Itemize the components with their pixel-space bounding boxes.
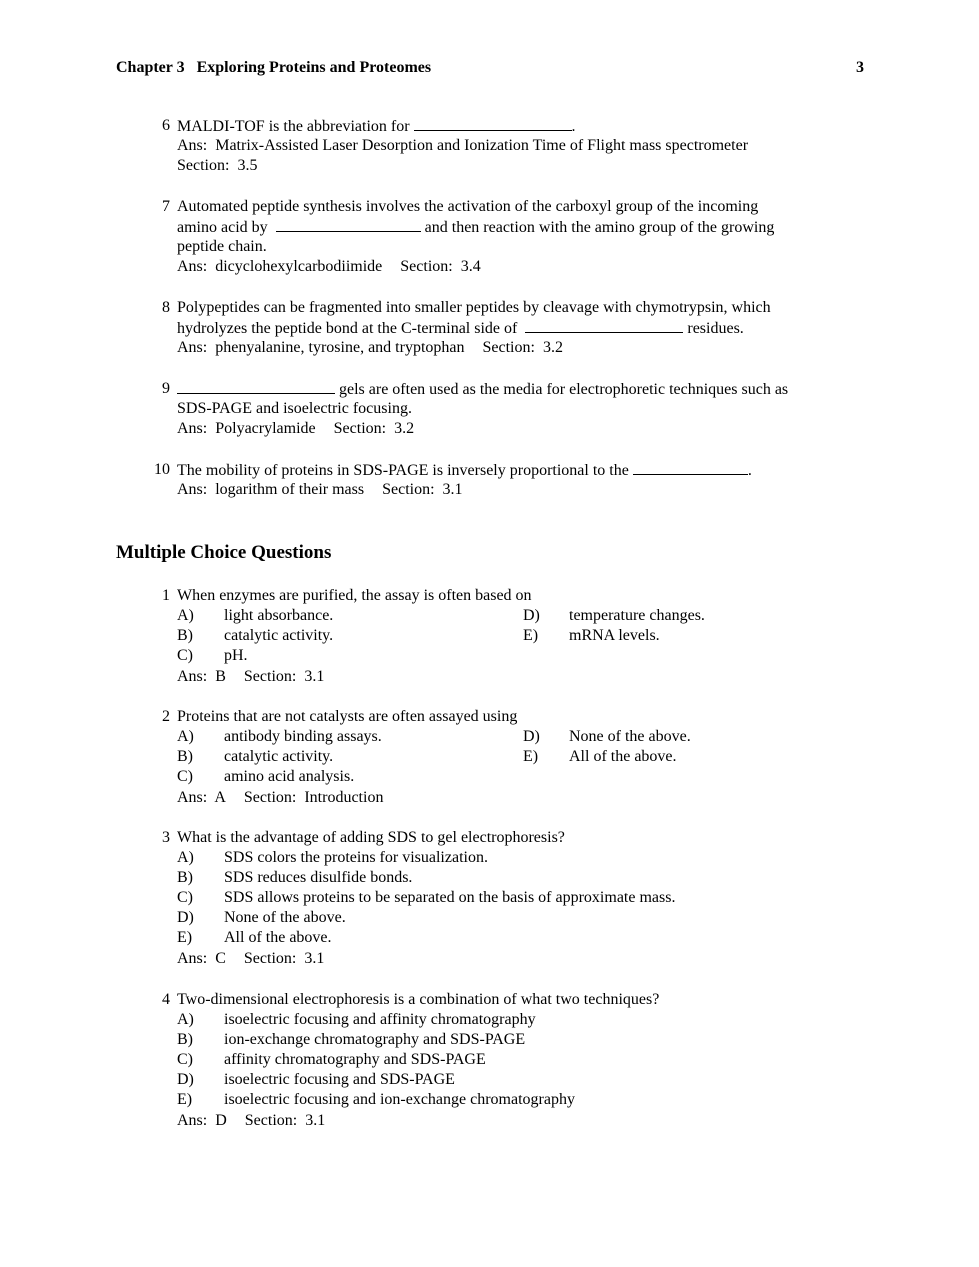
answer-text: Ans: A — [177, 789, 226, 806]
option-letter: E) — [523, 748, 539, 765]
question-text: peptide chain. — [177, 238, 267, 255]
option-text: SDS allows proteins to be separated on the basis of approximate mass. — [224, 889, 676, 906]
section-ref: Section: 3.1 — [243, 668, 325, 685]
option-row — [177, 1010, 840, 1030]
answer-text: Ans: B — [177, 668, 226, 685]
question-number: 6 — [162, 117, 170, 134]
section-ref: Section: 3.5 — [177, 157, 258, 174]
question-number: 3 — [162, 829, 170, 846]
question-number: 1 — [162, 587, 170, 604]
option-letter: C) — [177, 889, 193, 906]
question-text-end: . — [747, 462, 752, 479]
option-letter: B) — [177, 627, 193, 644]
option-text: SDS reduces disulfide bonds. — [224, 869, 413, 886]
option-letter: B) — [177, 1031, 193, 1048]
option-row — [177, 888, 840, 908]
answer-text: Ans: Polyacrylamide — [177, 420, 316, 437]
option-row — [177, 646, 840, 666]
option-text: catalytic activity. — [224, 627, 334, 644]
option-text: light absorbance. — [224, 607, 334, 624]
section-ref: Section: 3.2 — [482, 339, 563, 356]
option-letter: E) — [177, 929, 193, 946]
question-text: Polypeptides can be fragmented into smaller peptides by cleavage with chymotrypsin, which — [177, 299, 771, 316]
question-number: 7 — [162, 198, 170, 215]
answer-text: Ans: D — [177, 1112, 227, 1129]
option-text: catalytic activity. — [224, 748, 334, 765]
question-text: The mobility of proteins in SDS-PAGE is inversely proportional to the — [177, 462, 629, 479]
answer-text: Ans: dicyclohexylcarbodiimide — [177, 258, 383, 275]
answer-text: Ans: C — [177, 950, 226, 967]
question-text: SDS-PAGE and isoelectric focusing. — [177, 400, 412, 417]
page-number: 3 — [856, 59, 864, 76]
option-row — [177, 1050, 840, 1070]
answer-text: Ans: logarithm of their mass — [177, 481, 365, 498]
answer-blank — [276, 217, 421, 232]
option-text: isoelectric focusing and affinity chromatography — [224, 1011, 536, 1028]
option-letter: E) — [177, 1091, 193, 1108]
option-row — [177, 1030, 840, 1050]
option-letter: D) — [523, 607, 540, 624]
option-row — [177, 747, 840, 767]
option-text: All of the above. — [224, 929, 332, 946]
option-row — [177, 868, 840, 888]
option-letter: B) — [177, 748, 193, 765]
question-text: gels are often used as the media for electrophoretic techniques such as — [339, 381, 789, 398]
section-ref: Section: 3.2 — [333, 420, 415, 437]
option-text: temperature changes. — [569, 607, 705, 624]
answer-blank — [414, 116, 572, 131]
option-row — [177, 1090, 840, 1110]
option-text: affinity chromatography and SDS-PAGE — [224, 1051, 486, 1068]
question-text: What is the advantage of adding SDS to gel electrophoresis? — [177, 829, 565, 846]
section-ref: Section: 3.1 — [382, 481, 463, 498]
answer-text: Ans: Matrix-Assisted Laser Desorption and Ionization Time of Flight mass spectrometer — [177, 137, 749, 154]
option-letter: D) — [177, 909, 194, 926]
option-row — [177, 1070, 840, 1090]
question-text: residues. — [687, 320, 744, 337]
question-number: 10 — [154, 461, 170, 478]
option-text: mRNA levels. — [569, 627, 660, 644]
answer-blank — [525, 318, 683, 333]
question-text: amino acid by — [177, 219, 268, 236]
option-row — [177, 848, 840, 868]
option-row — [177, 727, 840, 747]
option-text: pH. — [224, 647, 248, 664]
chapter-title: Chapter 3 Exploring Proteins and Proteomes — [116, 59, 432, 76]
section-heading: Multiple Choice Questions — [116, 542, 332, 563]
question-text-end: . — [571, 118, 576, 135]
option-text: None of the above. — [569, 728, 691, 745]
question-number: 8 — [162, 299, 170, 316]
question-text: Two-dimensional electrophoresis is a combination of what two techniques? — [177, 991, 660, 1008]
option-letter: C) — [177, 1051, 193, 1068]
option-text: ion-exchange chromatography and SDS-PAGE — [224, 1031, 526, 1048]
option-letter: D) — [177, 1071, 194, 1088]
option-letter: A) — [177, 728, 194, 745]
option-letter: E) — [523, 627, 539, 644]
question-text: Automated peptide synthesis involves the activation of the carboxyl group of the incoming — [177, 198, 759, 215]
question-text: hydrolyzes the peptide bond at the C-terminal side of — [177, 320, 518, 337]
question-text: Proteins that are not catalysts are often assayed using — [177, 708, 518, 725]
option-row — [177, 626, 840, 646]
option-text: isoelectric focusing and SDS-PAGE — [224, 1071, 455, 1088]
option-letter: C) — [177, 768, 193, 785]
option-row — [177, 928, 840, 948]
question-text: When enzymes are purified, the assay is often based on — [177, 587, 532, 604]
option-row — [177, 767, 840, 787]
section-ref: Section: 3.4 — [400, 258, 481, 275]
question-number: 4 — [162, 991, 170, 1008]
section-ref: Section: 3.1 — [244, 1112, 326, 1129]
answer-blank — [177, 379, 335, 394]
option-letter: A) — [177, 607, 194, 624]
option-text: antibody binding assays. — [224, 728, 382, 745]
option-text: SDS colors the proteins for visualization. — [224, 849, 488, 866]
option-row — [177, 606, 840, 626]
option-text: amino acid analysis. — [224, 768, 355, 785]
answer-text: Ans: phenyalanine, tyrosine, and tryptophan — [177, 339, 465, 356]
question-number: 2 — [162, 708, 170, 725]
question-text: and then reaction with the amino group of the growing — [424, 219, 775, 236]
option-text: isoelectric focusing and ion-exchange chromatography — [224, 1091, 575, 1108]
option-letter: D) — [523, 728, 540, 745]
question-text: MALDI-TOF is the abbreviation for — [177, 118, 410, 135]
option-letter: B) — [177, 869, 193, 886]
section-ref: Section: Introduction — [243, 789, 384, 806]
question-number: 9 — [162, 380, 170, 397]
page-header — [116, 58, 864, 80]
option-letter: A) — [177, 1011, 194, 1028]
answer-blank — [633, 460, 748, 475]
option-row — [177, 908, 840, 928]
option-text: All of the above. — [569, 748, 677, 765]
section-ref: Section: 3.1 — [243, 950, 325, 967]
option-text: None of the above. — [224, 909, 346, 926]
option-letter: C) — [177, 647, 193, 664]
option-letter: A) — [177, 849, 194, 866]
